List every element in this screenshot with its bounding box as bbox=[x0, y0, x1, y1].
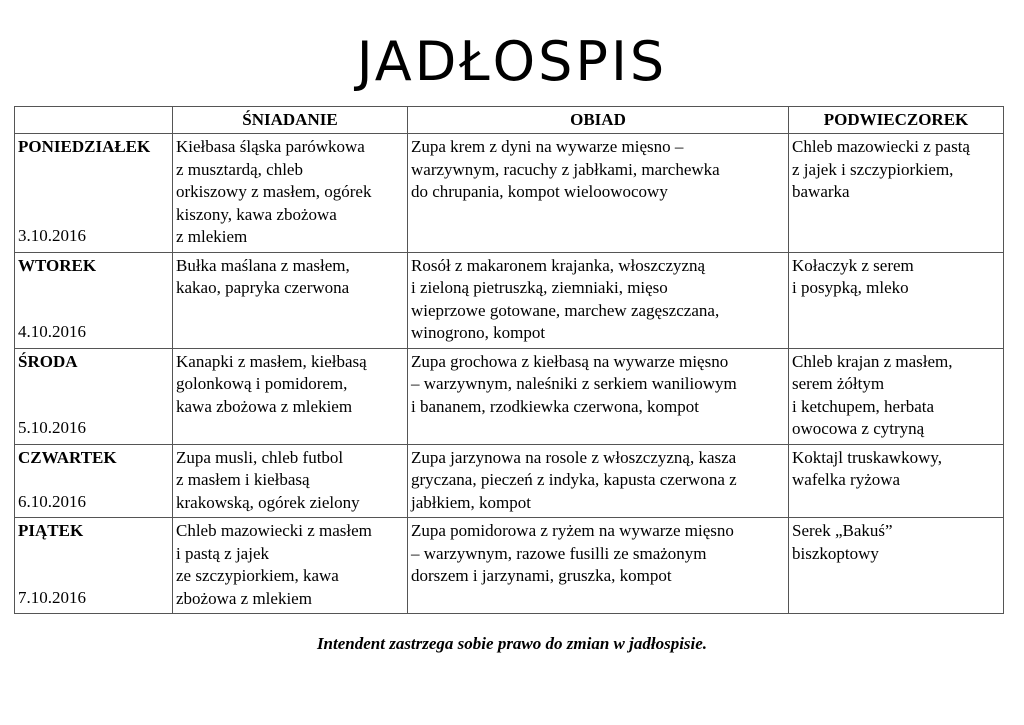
header-snack: PODWIECZOREK bbox=[789, 107, 1004, 134]
snack-cell: Serek „Bakuś” biszkoptowy bbox=[789, 518, 1004, 614]
day-name: PONIEDZIAŁEK bbox=[18, 137, 151, 156]
table-row bbox=[15, 444, 1004, 518]
page-title: JADŁOSPIS bbox=[356, 30, 668, 93]
lunch-cell: Zupa krem z dyni na wywarze mięsno – warzywnym, racuchy z jabłkami, marchewka do chrupania, kompot wieloowocowy bbox=[408, 134, 789, 253]
breakfast-cell: Zupa musli, chleb futbol z masłem i kiełbasą krakowską, ogórek zielony bbox=[173, 444, 408, 518]
breakfast-cell: Bułka maślana z masłem, kakao, papryka czerwona bbox=[173, 252, 408, 348]
breakfast-cell: Kanapki z masłem, kiełbasą golonkową i pomidorem, kawa zbożowa z mlekiem bbox=[173, 348, 408, 444]
day-cell bbox=[15, 518, 173, 614]
day-name: ŚRODA bbox=[18, 351, 78, 371]
header-breakfast: ŚNIADANIE bbox=[173, 107, 408, 134]
day-date: 3.10.2016 bbox=[18, 226, 86, 245]
snack-cell: Chleb krajan z masłem, serem żółtym i ketchupem, herbata owocowa z cytryną bbox=[789, 348, 1004, 444]
day-date: 7.10.2016 bbox=[18, 587, 86, 607]
day-name: PIĄTEK bbox=[18, 521, 84, 540]
snack-cell: Chleb mazowiecki z pastą z jajek i szczypiorkiem, bawarka bbox=[789, 134, 1004, 253]
lunch-cell: Zupa jarzynowa na rosole z włoszczyzną, kasza gryczana, pieczeń z indyka, kapusta czerwona z jabłkiem, kompot bbox=[408, 444, 789, 518]
table-row bbox=[15, 134, 1004, 253]
day-cell bbox=[15, 134, 173, 253]
day-date: 6.10.2016 bbox=[18, 491, 86, 511]
day-cell bbox=[15, 348, 173, 444]
header-lunch: OBIAD bbox=[408, 107, 789, 134]
table-row bbox=[15, 252, 1004, 348]
breakfast-cell: Kiełbasa śląska parówkowa z musztardą, chleb orkiszowy z masłem, ogórek kiszony, kawa zbożowa z mlekiem bbox=[173, 134, 408, 253]
day-date: 5.10.2016 bbox=[18, 418, 86, 437]
menu-table bbox=[14, 106, 1004, 614]
footer-note: Intendent zastrzega sobie prawo do zmian w jadłospisie. bbox=[316, 634, 708, 653]
day-name: WTOREK bbox=[18, 255, 97, 275]
lunch-cell: Zupa pomidorowa z ryżem na wywarze mięsno – warzywnym, razowe fusilli ze smażonym dorszem i jarzynami, gruszka, kompot bbox=[408, 518, 789, 614]
header-row bbox=[15, 107, 1004, 134]
table-row bbox=[15, 348, 1004, 444]
day-name: CZWARTEK bbox=[18, 447, 117, 467]
breakfast-cell: Chleb mazowiecki z masłem i pastą z jajek ze szczypiorkiem, kawa zbożowa z mlekiem bbox=[173, 518, 408, 614]
day-date: 4.10.2016 bbox=[18, 322, 86, 341]
day-cell bbox=[15, 252, 173, 348]
snack-cell: Kołaczyk z serem i posypką, mleko bbox=[789, 252, 1004, 348]
day-cell bbox=[15, 444, 173, 518]
lunch-cell: Zupa grochowa z kiełbasą na wywarze mięsno – warzywnym, naleśniki z serkiem waniliowym i bananem, rzodkiewka czerwona, kompot bbox=[408, 348, 789, 444]
table-row bbox=[15, 518, 1004, 614]
snack-cell: Koktajl truskawkowy, wafelka ryżowa bbox=[789, 444, 1004, 518]
lunch-cell: Rosół z makaronem krajanka, włoszczyzną i zieloną pietruszką, ziemniaki, mięso wieprzowe gotowane, marchew zagęszczana, winogrono, kompot bbox=[408, 252, 789, 348]
header-day bbox=[15, 107, 173, 134]
